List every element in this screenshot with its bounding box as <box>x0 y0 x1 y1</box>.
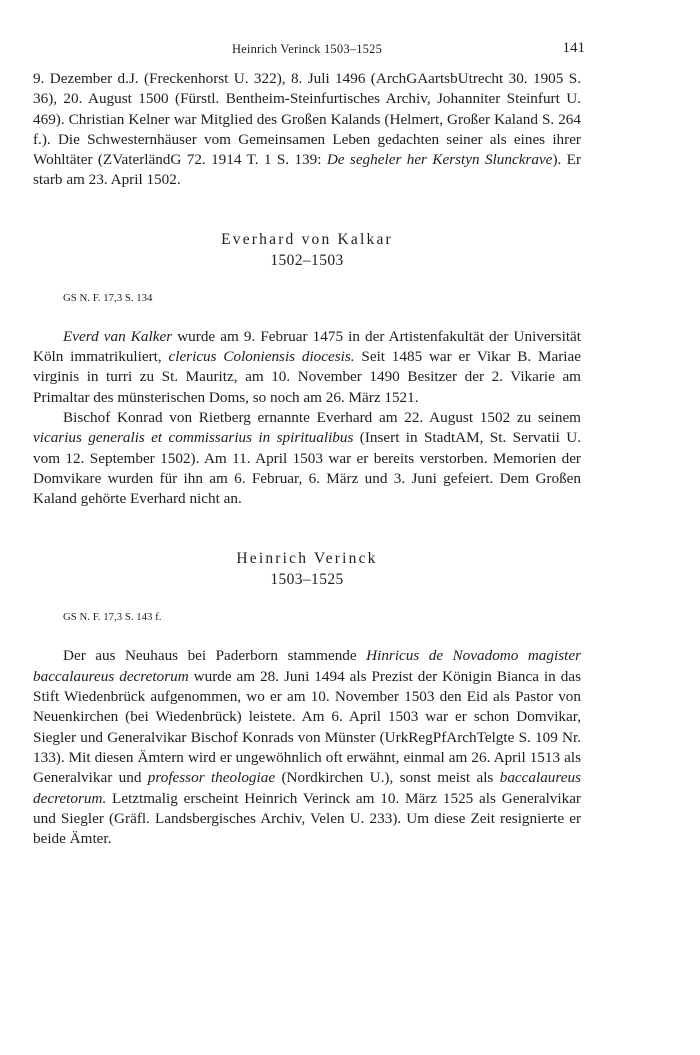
italic-text: baccalaureus decretorum. <box>33 769 581 807</box>
text-run: Bischof Konrad von Rietberg ernannte Everhard am 22. August 1502 zu seinem <box>63 408 581 426</box>
italic-text: clericus Coloniensis diocesis. <box>168 348 355 366</box>
book-page <box>33 38 585 849</box>
source-reference: GS N. F. 17,3 S. 134 <box>63 291 153 304</box>
text-run: wurde am 9. Februar 1475 in der Artistenfakultät der Universität Köln immatrikuliert, <box>33 327 581 366</box>
text-run: Letztmalig erscheint Heinrich Verinck am 10. März 1525 als Generalvikar und Siegler (Gräfl. Landsbergisches Archiv, Velen U. 233). Um diese Zeit resignierte er beide Ämter. <box>33 789 581 848</box>
italic-text: Everd van Kalker <box>63 327 173 345</box>
italic-text: vicarius generalis et commissarius in spiritualibus <box>33 429 354 447</box>
italic-text: De segheler her Kerstyn Slunckrave <box>326 151 553 169</box>
text-run: (Insert in StadtAM, St. Servatii U. vom 12. September 1502). Am 11. April 1503 war er bereits verstorben. Memorien der Domvikare wurden für ihn am 6. Februar, 6. März und 3. Juni gefeiert. Dem Großen Kaland gehörte Everhard nicht an. <box>33 429 582 508</box>
section-heading-everhard <box>33 229 581 271</box>
source-reference: GS N. F. 17,3 S. 143 f. <box>63 611 162 624</box>
section-title: Everhard von Kalkar <box>221 230 393 248</box>
body-paragraph <box>33 408 581 509</box>
italic-text: professor theologiae <box>147 769 276 787</box>
intro-paragraph <box>33 69 581 191</box>
italic-text: Hinricus de Novadomo magister baccalaureus decretorum <box>33 647 581 685</box>
body-paragraph <box>33 327 581 408</box>
text-run: Seit 1485 war er Vikar B. Mariae virginis in turri zu St. Mauritz, am 10. November 1490 Besitzer der 2. Vikarie am Primaltar des münsterischen Doms, so noch am 26. März 1521. <box>33 348 582 406</box>
text-run: (Nordkirchen U.), sonst meist als <box>275 769 500 787</box>
text-run: Der aus Neuhaus bei Paderborn stammende <box>63 647 367 665</box>
section-years: 1502–1503 <box>270 251 344 269</box>
text-run: 9. Dezember d.J. (Freckenhorst U. 322), 8. Juli 1496 (ArchGAartsbUtrecht 30. 1905 S. 36), 20. August 1500 (Fürstl. Bentheim-Steinfurtisches Archiv, Johanniter Steinfurt U. 469). Christian Kelner war Mitglied des Großen Kalands (Helmert, Großer Kaland S. 264 f.). Die Schwesternhäuser vom Gemeinsamen Leben gedachten seiner als eines ihrer Wohltäter (ZVaterländG 72. 1914 T. 1 S. 139: <box>33 70 581 169</box>
running-header <box>33 38 585 60</box>
text-run: ). Er starb am 23. April 1502. <box>33 151 581 189</box>
section-heading-verinck <box>33 548 581 590</box>
section-title: Heinrich Verinck <box>236 550 378 568</box>
text-run: wurde am 28. Juni 1494 als Prezist der Königin Bianca in das Stift Wiedenbrück aufgenommen, wo er am 10. November 1503 den Eid als Pastor von Neuenkirchen (bei Wiedenbrück) leistete. Am 6. April 1503 war er schon Domvikar, Siegler und Generalvikar Bischof Konrads von Münster (UrkRegPfArchTelgte S. 109 Nr. 133). Mit diesen Ämtern wird er ungewöhnlich oft erwähnt, einmal am 26. April 1513 als Generalvikar und <box>33 667 581 787</box>
running-title: Heinrich Verinck 1503–1525 <box>231 42 383 56</box>
section-years: 1503–1525 <box>270 571 344 589</box>
body-paragraph <box>33 646 581 849</box>
page-number: 141 <box>562 40 585 56</box>
